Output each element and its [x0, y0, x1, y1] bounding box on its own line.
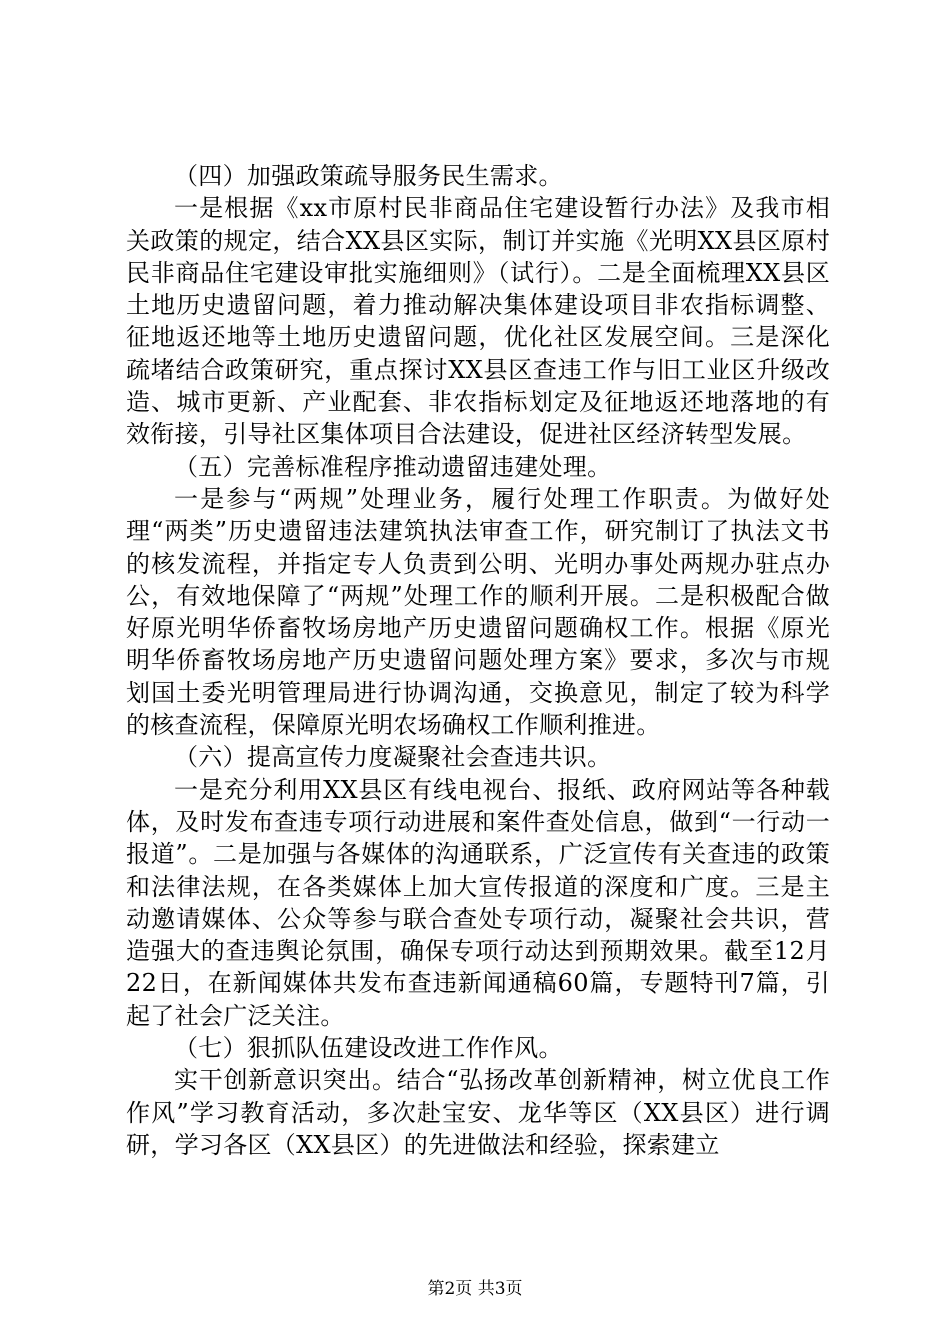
section-heading-7: （七）狠抓队伍建设改进工作作风。 — [174, 1034, 563, 1063]
document-body — [126, 160, 830, 1161]
paragraph: 实干创新意识突出。结合“弘扬改革创新精神，树立优良工作作风”学习教育活动，多次赴宝安、龙华等区（XX县区）进行调研，学习各区（XX县区）的先进做法和经验，探索建立 — [126, 1066, 830, 1159]
page-footer: 第2页 共3页 — [427, 1279, 523, 1299]
paragraph: 一是参与“两规”处理业务，履行处理工作职责。为做好处理“两类”历史遗留违法建筑执法审查工作，研究制订了执法文书的核发流程，并指定专人负责到公明、光明办事处两规办驻点办公，有效地保障了“两规”处理工作的顺利开展。二是积极配合做好原光明华侨畜牧场房地产历史遗留问题确权工作。根据《原光明华侨畜牧场房地产历史遗留问题处理方案》要求，多次与市规划国土委光明管理局进行协调沟通，交换意见，制定了较为科学的核查流程，保障原光明农场确权工作顺利推进。 — [126, 484, 830, 740]
paragraph: 一是充分利用XX县区有线电视台、报纸、政府网站等各种载体，及时发布查违专项行动进展和案件查处信息，做到“一行动一报道”。二是加强与各媒体的沟通联系，广泛宣传有关查违的政策和法律法规，在各类媒体上加大宣传报道的深度和广度。三是主动邀请媒体、公众等参与联合查处专项行动，凝聚社会共识，营造强大的查违舆论氛围，确保专项行动达到预期效果。截至12月22日，在新闻媒体共发布查违新闻通稿60篇，专题特刊7篇，引起了社会广泛关注。 — [126, 775, 830, 1030]
section-heading-6: （六）提高宣传力度凝聚社会查违共识。 — [174, 743, 612, 772]
paragraph: 一是根据《xx市原村民非商品住宅建设暂行办法》及我市相关政策的规定，结合XX县区实际，制订并实施《光明XX县区原村民非商品住宅建设审批实施细则》（试行）。二是全面梳理XX县区土地历史遗留问题，着力推动解决集体建设项目非农指标调整、征地返还地等土地历史遗留问题，优化社区发展空间。三是深化疏堵结合政策研究，重点探讨XX县区查违工作与旧工业区升级改造、城市更新、产业配套、非农指标划定及征地返还地落地的有效衔接，引导社区集体项目合法建设，促进社区经济转型发展。 — [126, 194, 830, 449]
section-heading-5: （五）完善标准程序推动遗留违建处理。 — [174, 452, 612, 481]
section-heading-4: （四）加强政策疏导服务民生需求。 — [174, 162, 563, 190]
